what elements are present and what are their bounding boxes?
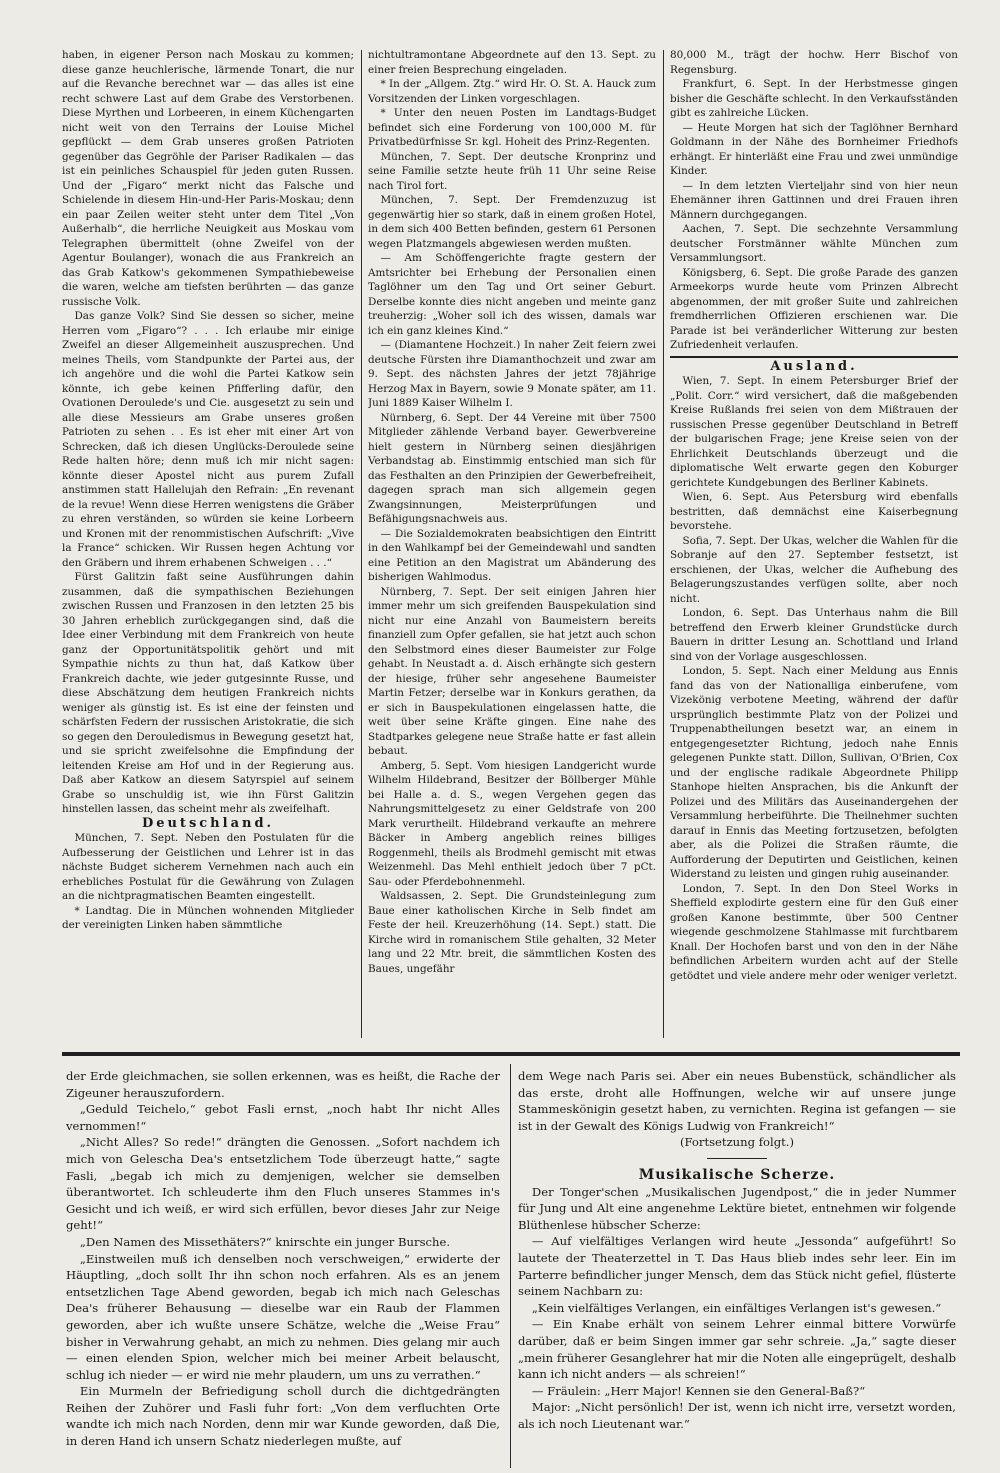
feuilleton-separator <box>62 1052 960 1056</box>
article-paragraph: * Unter den neuen Posten im Landtags-Budget befindet sich eine Forderung von 100,000 M. für Privatbedürfnisse Sr. kgl. Hoheit des Prinz-Regenten. <box>368 107 656 148</box>
story-paragraph: „Nicht Alles? So rede!“ drängten die Genossen. „Sofort nachdem ich mich von Gelescha Dea's entsetzlichem Tode überzeugt hatte,“ sagte Fasli, „begab ich mich zu demjenigen, welcher sie demselben überantwortet. Ich schleuderte ihm den Fluch unseres Stammes in's Gesicht und ich weiß, er wird sich erfüllen, bevor dieses Jahr zur Neige geht!“ <box>66 1135 500 1233</box>
column-divider <box>663 50 664 1038</box>
story-paragraph: „Geduld Teichelo,“ gebot Fasli ernst, „noch habt Ihr nicht Alles vernommen!“ <box>66 1102 500 1133</box>
story-paragraph: „Einstweilen muß ich denselben noch verschweigen,“ erwiderte der Häuptling, „doch sollt Ihr ihn schon noch erfahren. Als es an jenem entsetzlichen Tage Abend geworden, begab ich mich nach Geleschas Dea's früherer Behausung — dieselbe war ein Raub der Flammen geworden, aber ich wußte unsere Schätze, welche die „Weise Frau“ bisher in Verwahrung gehabt, an mich zu nehmen. Dies gelang mir auch — einen elenden Spion, welcher mich bei meiner Arbeit belauscht, schlug ich nieder — er wird nie mehr plaudern, um uns zu verrathen.“ <box>66 1251 500 1382</box>
column-1 <box>62 48 354 1040</box>
section-heading-musikalische-scherze: Musikalische Scherze. <box>638 1166 836 1183</box>
story-paragraph: Der Tonger'schen „Musikalischen Jugendpost,“ die in jeder Nummer für Jung und Alt eine angenehme Lektüre bietet, entnehmen wir folgende Blüthenlese hübscher Scherze: <box>518 1184 956 1232</box>
short-rule <box>707 1158 767 1159</box>
article-paragraph: Waldsassen, 2. Sept. Die Grundsteinlegung zum Baue einer katholischen Kirche in Selb findet am Feste der heil. Kreuzerhöhung (14. Sept.) statt. Die Kirche wird in romanischem Stile gehalten, 32 Meter lang und 22 Mtr. breit, die sämmtlichen Kosten des Baues, ungefähr <box>368 890 656 975</box>
article-paragraph: 80,000 M., trägt der hochw. Herr Bischof von Regensburg. <box>670 49 958 76</box>
story-paragraph: — Fräulein: „Herr Major! Kennen sie den General-Baß?“ <box>531 1383 866 1398</box>
article-paragraph: München, 7. Sept. Neben den Postulaten für die Aufbesserung der Geistlichen und Lehrer ist in das nächste Budget sicherem Vernehmen nach auch ein erhebliches Postulat für die Gewährung von Zulagen an die nichtpragmatischen Beamten eingestellt. <box>62 832 354 902</box>
article-paragraph: haben, in eigener Person nach Moskau zu kommen; diese ganze heuchlerische, lärmende Tonart, die nur auf die Revanche berechnet war — das alles ist eine recht schwere Last auf dem Grabe des Verstorbenen. Diese Myrthen und Lorbeeren, in einem Küchengarten nicht weit von den Terrains der Louise Michel gepflückt — dem Grab unseres großen Patrioten gegenüber das Gegröhle der Pariser Radikalen — das ist ein peinliches Schauspiel für jeden guten Russen. Und der „Figaro“ merkt nicht das Falsche und Schielende in diesem Hin-und-Her Paris-Moskau; denn ein paar Zeilen weiter steht unter dem Titel „Von Außerhalb“, die herrliche Neuigkeit aus Moskau vom Telegraphen übermittelt (ohne Zweifel von der Agentur Boulanger), wonach die aus Frankreich an das Grab Katkow's gekommenen Sympathiebeweise die waren, welche am tiefsten berührten — das ganze russische Volk. <box>62 49 354 308</box>
feuilleton-left-column <box>66 1068 500 1468</box>
article-paragraph: Nürnberg, 6. Sept. Der 44 Vereine mit über 7500 Mitglieder zählende Verband bayer. Gewerbvereine hielt gestern in Nürnberg seinen diesjährigen Verbandstag ab. Einstimmig entschied man sich für das Festhalten an den Prinzipien der Gewerbefreiheit, dagegen sprach man sich allgemein gegen Zwangsinnungen, Meisterprüfungen und Befähigungsnachweis aus. <box>368 411 656 525</box>
feuilleton-divider <box>510 1064 511 1468</box>
section-heading-ausland: Ausland. <box>770 358 858 374</box>
article-paragraph: nichtultramontane Abgeordnete auf den 13. Sept. zu einer freien Besprechung eingeladen. <box>368 49 656 76</box>
article-paragraph: Amberg, 5. Sept. Vom hiesigen Landgericht wurde Wilhelm Hildebrand, Besitzer der Böllberger Mühle bei Halle a. d. S., wegen Vergehen gegen das Nahrungsmittelgesetz zu einer Geldstrafe von 200 Mark verurtheilt. Hildebrand verkaufte an mehrere Bäcker in Amberg angeblich reines billiges Roggenmehl, theils als Brodmehl gemischt mit etwas Weizenmehl. Das Mehl enthielt jedoch über 7 pCt. Sau- oder Pferdebohnenmehl. <box>368 759 656 888</box>
article-paragraph: Nürnberg, 7. Sept. Der seit einigen Jahren hier immer mehr um sich greifenden Bauspekulation sind nicht nur eine Anzahl von Baumeistern bereits finanziell zum Opfer gefallen, sie hat jetzt auch schon den Selbstmord eines dieser Baumeister zur Folge gehabt. In Neustadt a. d. Aisch erhängte sich gestern der hiesige, früher sehr angesehene Baumeister Martin Fetzer; derselbe war in Konkurs gerathen, da er sich in Bauspekulationen eingelassen hatte, die weit über seine Kräfte gingen. Eine nahe des Stadtparkes gelegene neue Straße hatte er fast allein bebaut. <box>368 585 656 757</box>
article-paragraph: London, 5. Sept. Nach einer Meldung aus Ennis fand das von der Nationalliga einberufene, vom Vizekönig verbotene Meeting, während der dafür ursprünglich bestimmte Platz von der Polizei und Truppenabtheilungen besetzt war, an einem in entgegengesetzter Richtung, jedoch nahe Ennis gelegenen Punkte statt. Dillon, Sullivan, O'Brien, Cox und der englische radikale Abgeordnete Philipp Stanhope hielten Ansprachen, bis die Ankunft der Polizei und des Militärs das Auseinandergehen der Versammlung herbeiführte. Die Theilnehmer suchten darauf in Ennis das Meeting fortzusetzen, befolgten aber, als die Polizei die Straßen räumte, die Aufforderung der Deputirten und Geistlichen, keinen Widerstand zu leisten und gingen ruhig auseinander. <box>670 665 958 880</box>
article-paragraph: London, 7. Sept. In den Don Steel Works in Sheffield explodirte gestern eine für den Guß einer großen Kanone bestimmte, über 500 Centner wiegende geschmolzene Stahlmasse mit furchtbarem Knall. Der Hochofen barst und von den in der Nähe befindlichen Arbeitern wurden acht auf der Stelle getödtet und viele andere mehr oder weniger verletzt. <box>670 882 958 982</box>
article-paragraph: London, 6. Sept. Das Unterhaus nahm die Bill betreffend den Erwerb kleiner Grundstücke durch Bauern in dritter Lesung an. Schottland und Irland sind von der Vorlage ausgeschlossen. <box>670 607 958 663</box>
continuation-note: (Fortsetzung folgt.) <box>679 1135 794 1150</box>
story-paragraph: „Kein vielfältiges Verlangen, ein einfältiges Verlangen ist's gewesen.“ <box>531 1300 942 1315</box>
article-paragraph: * Landtag. Die in München wohnenden Mitglieder der vereinigten Linken haben sämmtliche <box>62 904 354 931</box>
article-paragraph: München, 7. Sept. Der Fremdenzuzug ist gegenwärtig hier so stark, daß in einem großen Hotel, in dem sich 400 Betten befinden, gestern 61 Personen wegen Platzmangels abgewiesen werden mußten. <box>368 194 656 250</box>
article-paragraph: Aachen, 7. Sept. Die sechzehnte Versammlung deutscher Forstmänner wählte München zum Versammlungsort. <box>670 223 958 264</box>
article-paragraph: Das ganze Volk? Sind Sie dessen so sicher, meine Herren vom „Figaro“? . . . Ich erlaube mir einige Zweifel an dieser Allgemeinheit auszusprechen. Und meines Theils, vom Standpunkte der Partei aus, der ich angehöre und die wohl die Partei Katkow sein könnte, ich gebe keinen Pfifferling dafür, den Ovationen Deroulede's und Cie. ausgesetzt zu sein und alle diese Messieurs am Grabe unseres großen Patrioten zu sehen . . Es ist eher mit einer Art von Schrecken, daß ich diesen Unglücks-Deroulede seine Rede halten höre; denn muß ich mir nicht sagen: könnte dieser Apostel nicht aus purem Zufall anstimmen statt Hallelujah den Refrain: „En revenant de la revue! Wenn diese Herren wenigstens die Gräber zu ehren verständen, so würden sie keine Lorbeern und Kronen mit der renommistischen Aufschrift: „Vive la France“ schicken. Wir Russen hegen Achtung vor den Gräbern und ihrem erhabenen Schweigen . . .“ <box>62 310 354 569</box>
column-divider <box>361 50 362 1038</box>
article-paragraph: — Heute Morgen hat sich der Taglöhner Bernhard Goldmann in der Nähe des Bornheimer Friedhofs erhängt. Er hinterläßt eine Frau und zwei unmündige Kinder. <box>670 121 958 177</box>
article-paragraph: Königsberg, 6. Sept. Die große Parade des ganzen Armeekorps wurde heute vom Prinzen Albrecht abgenommen, der mit großer Suite und zahlreichen fremdherrlichen Offizieren erschienen war. Die Parade ist bei veränderlicher Witterung zur besten Zufriedenheit verlaufen. <box>670 266 958 351</box>
article-paragraph: Wien, 7. Sept. In einem Petersburger Brief der „Polit. Corr.“ wird versichert, daß die maßgebenden Kreise Rußlands frei seien von dem Mißtrauen der russischen Presse gegenüber Deutschland in Betreff der bulgarischen Frage; jene Kreise seien von der Ehrlichkeit Deutschlands überzeugt und die diplomatische Welt erwarte gegen den Koburger gerichtete Kundgebungen des Berliner Kabinets. <box>670 375 958 489</box>
story-paragraph: — Ein Knabe erhält von seinem Lehrer einmal bittere Vorwürfe darüber, daß er beim Singen immer gar sehr schreie. „Ja,“ sagte dieser „mein früherer Gesanglehrer hat mir die Noten alle eingeprügelt, deshalb kann ich nicht anders — als schreien!“ <box>518 1317 956 1382</box>
article-paragraph: Frankfurt, 6. Sept. In der Herbstmesse gingen bisher die Geschäfte schlecht. In den Verkaufsständen gibt es zahlreiche Lücken. <box>670 78 958 119</box>
story-paragraph: — Auf vielfältiges Verlangen wird heute „Jessonda“ aufgeführt! So lautete der Theaterzettel in T. Das Haus blieb indes sehr leer. Ein im Parterre befindlicher junger Mensch, dem das Stück nicht gefiel, flüsterte seinem Nachbarn zu: <box>518 1234 956 1299</box>
section-heading-deutschland: Deutschland. <box>141 815 275 831</box>
column-3 <box>670 48 958 1040</box>
section-rule <box>670 356 958 358</box>
column-2 <box>368 48 656 1040</box>
article-paragraph: Sofia, 7. Sept. Der Ukas, welcher die Wahlen für die Sobranje auf den 27. September festsetzt, ist erschienen, der Ukas, welcher die Aufhebung des Belagerungszustandes verfügen sollte, aber noch nicht. <box>670 534 958 605</box>
article-paragraph: München, 7. Sept. Der deutsche Kronprinz und seine Familie setzte heute früh 11 Uhr seine Reise nach Tirol fort. <box>368 150 656 192</box>
article-paragraph: — In dem letzten Vierteljahr sind von hier neun Ehemänner ihren Gattinnen und drei Frauen ihren Männern durchgegangen. <box>670 179 958 221</box>
article-paragraph: — Die Sozialdemokraten beabsichtigen den Eintritt in den Wahlkampf bei der Gemeindewahl und sandten eine Petition an den Magistrat um Abänderung des bisherigen Wahlmodus. <box>368 527 656 583</box>
feuilleton-right-column <box>518 1068 956 1468</box>
article-paragraph: — Am Schöffengerichte fragte gestern der Amtsrichter bei Erhebung der Personalien einen Taglöhner um den Tag und Ort seiner Geburt. Derselbe konnte dies nicht angeben und meinte ganz treuherzig: „Woher soll ich des wissen, damals war ich ein ganz kleines Kind.“ <box>368 252 656 337</box>
story-paragraph: Ein Murmeln der Befriedigung scholl durch die dichtgedrängten Reihen der Zuhörer und Fasli fuhr fort: „Von dem verfluchten Orte wandte ich mich nach Norden, denn mir war Kunde geworden, daß Die, in deren Hand ich unsern Schatz niederlegen mußte, auf <box>66 1384 500 1449</box>
story-paragraph: „Den Namen des Missethäters?“ knirschte ein junger Bursche. <box>79 1234 451 1249</box>
story-paragraph: dem Wege nach Paris sei. Aber ein neues Bubenstück, schändlicher als das erste, droht alle Hoffnungen, welche wir auf unsere junge Stammeskönigin gesetzt haben, zu vernichten. Regina ist gefangen — sie ist in der Gewalt des Königs Ludwig von Frankreich!“ <box>518 1069 956 1133</box>
article-paragraph: Fürst Galitzin faßt seine Ausführungen dahin zusammen, daß die sympathischen Beziehungen zwischen Russen und Franzosen in den letzten 25 bis 30 Jahren erheblich zurückgegangen sind, daß die Idee einer Verbindung mit dem Frankreich von heute ganz der Opportunitätspolitik gehört und mit Sympathie nichts zu thun hat, daß Katkow über Frankreich dachte, wie jeder gutgesinnte Russe, und diese Abschätzung dem heutigen Frankreich nichts weniger als günstig ist. Es ist eine der feinsten und schärfsten Federn der russischen Aristokratie, die sich so gegen den Derouledismus in Bewegung gesetzt hat, und sie spricht zweifelsohne die Empfindung der leitenden Kreise am Hof und in der Regierung aus. Daß aber Katkow an diesem Satyrspiel auf seinem Grabe so unschuldig ist, wie ihn Fürst Galitzin hinstellen lassen, das scheint mehr als zweifelhaft. <box>62 571 354 815</box>
article-paragraph: — (Diamantene Hochzeit.) In naher Zeit feiern zwei deutsche Fürsten ihre Diamanthochzeit und zwar am 9. Sept. des nächsten Jahres der jetzt 78jährige Herzog Max in Bayern, sowie 9 Monate später, am 11. Juni 1889 Kaiser Wilhelm I. <box>368 339 656 409</box>
article-paragraph: * In der „Allgem. Ztg.“ wird Hr. O. St. A. Hauck zum Vorsitzenden der Linken vorgeschlagen. <box>368 78 656 105</box>
story-paragraph: Major: „Nicht persönlich! Der ist, wenn ich nicht irre, versetzt worden, als ich noch Lieutenant war.“ <box>518 1400 956 1431</box>
story-paragraph: der Erde gleichmachen, sie sollen erkennen, was es heißt, die Rache der Zigeuner herauszufordern. <box>66 1069 500 1100</box>
article-paragraph: Wien, 6. Sept. Aus Petersburg wird ebenfalls bestritten, daß demnächst eine Kaiserbegnung bevorstehe. <box>670 491 958 532</box>
